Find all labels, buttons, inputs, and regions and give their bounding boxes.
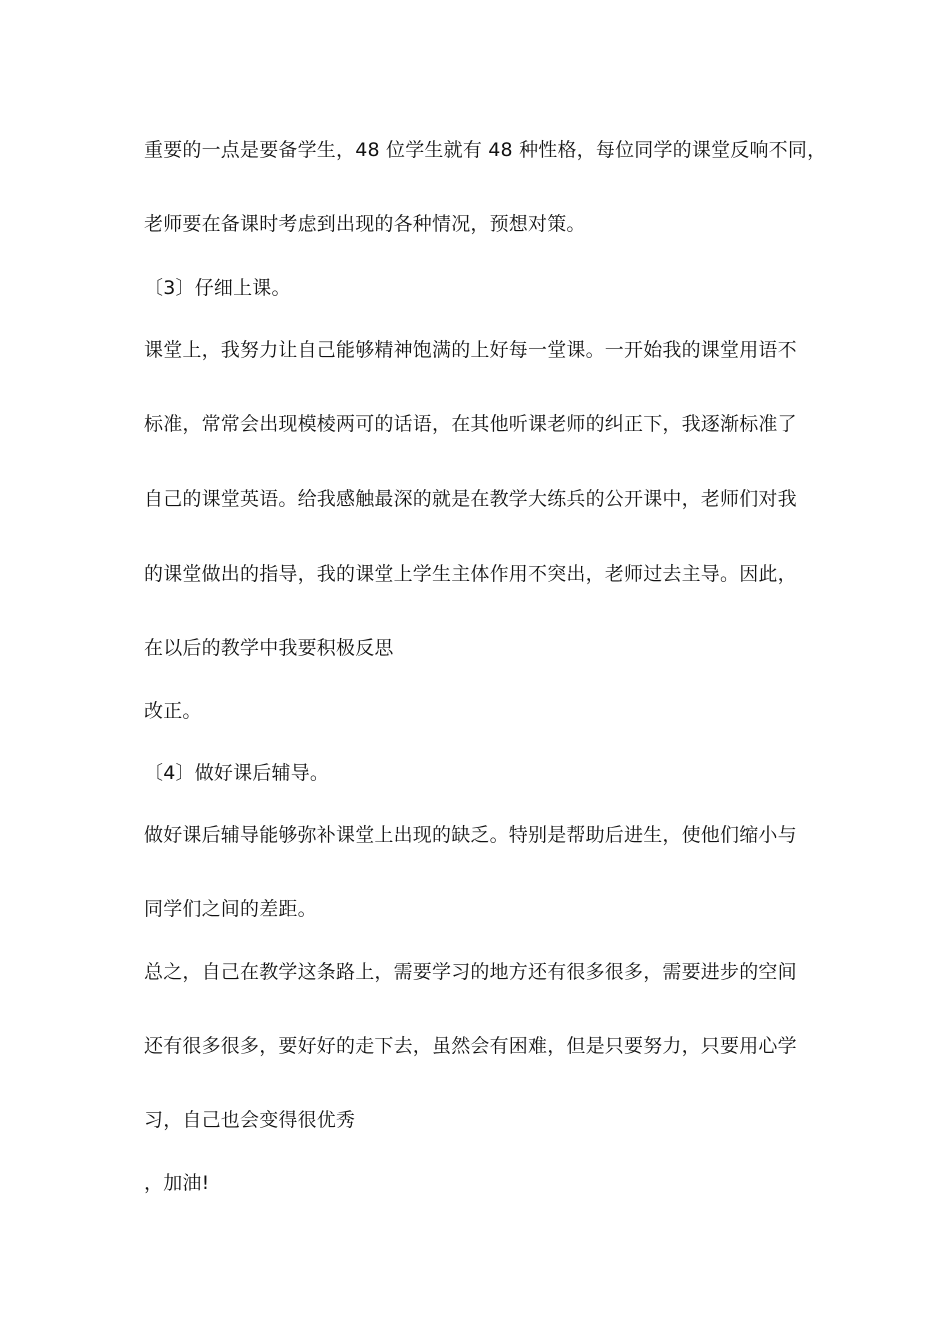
text-line: 老师要在备课时考虑到出现的各种情况，预想对策。 xyxy=(144,213,586,235)
text-line: ，加油! xyxy=(144,1172,210,1194)
text-line: 重要的一点是要备学生，48 位学生就有 48 种性格，每位同学的课堂反响不同， xyxy=(144,139,827,161)
text-line: 在以后的教学中我要积极反思 xyxy=(144,637,394,659)
text-line: 自己的课堂英语。给我感触最深的就是在教学大练兵的公开课中，老师们对我 xyxy=(144,488,797,510)
text-line: 习，自己也会变得很优秀 xyxy=(144,1109,356,1131)
text-line: 改正。 xyxy=(144,700,202,722)
section-heading: 〔3〕仔细上课。 xyxy=(144,277,291,299)
text-line: 同学们之间的差距。 xyxy=(144,898,317,920)
text-line: 标准，常常会出现模棱两可的话语，在其他听课老师的纠正下，我逐渐标准了 xyxy=(144,413,797,435)
text-line: 的课堂做出的指导，我的课堂上学生主体作用不突出，老师过去主导。因此， xyxy=(144,563,797,585)
text-line: 课堂上，我努力让自己能够精神饱满的上好每一堂课。一开始我的课堂用语不 xyxy=(144,339,797,361)
text-line: 做好课后辅导能够弥补课堂上出现的缺乏。特别是帮助后进生，使他们缩小与 xyxy=(144,824,797,846)
text-line: 还有很多很多，要好好的走下去，虽然会有困难，但是只要努力，只要用心学 xyxy=(144,1035,797,1057)
text-line: 总之，自己在教学这条路上，需要学习的地方还有很多很多，需要进步的空间 xyxy=(144,961,797,983)
section-heading: 〔4〕做好课后辅导。 xyxy=(144,762,330,784)
